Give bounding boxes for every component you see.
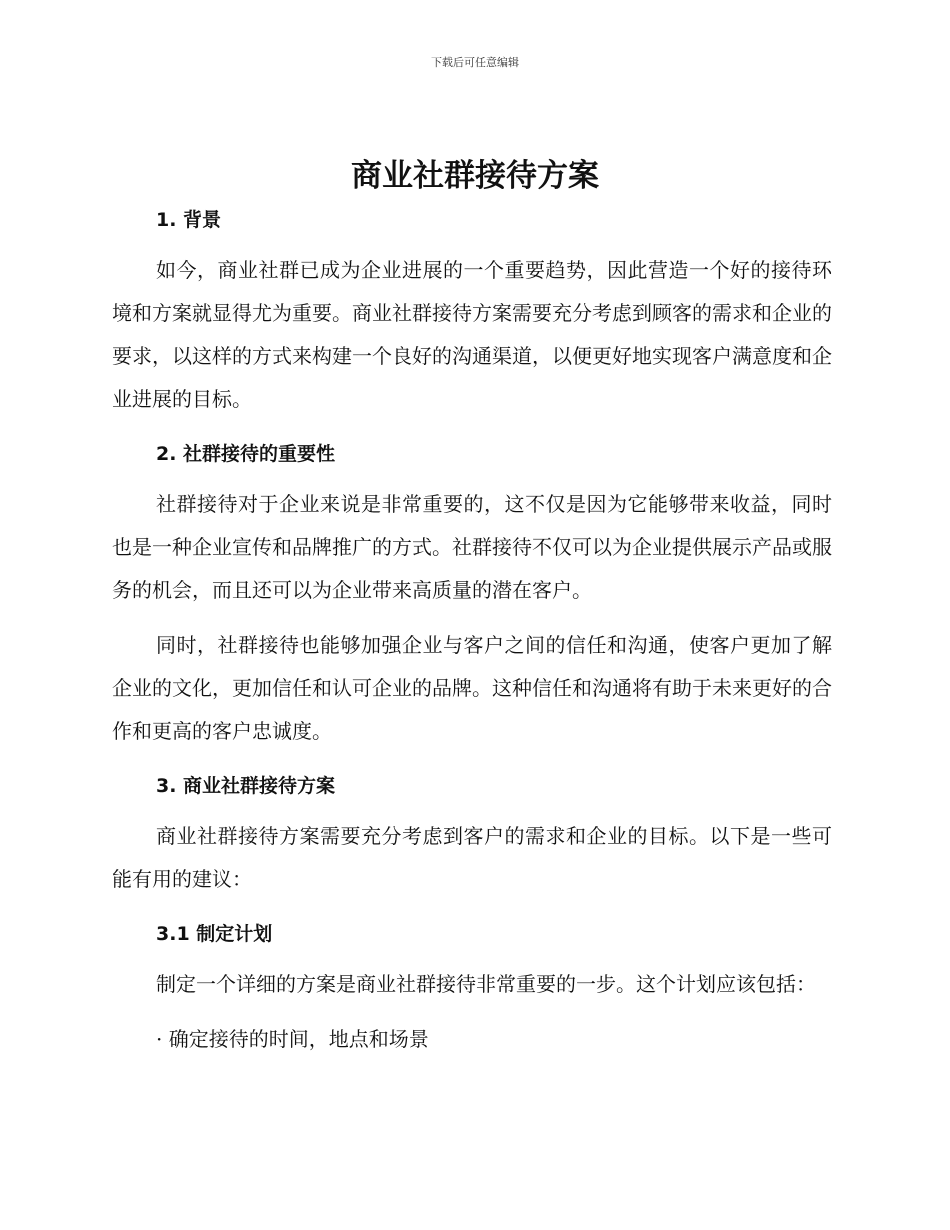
paragraph-background: 如今，商业社群已成为企业进展的一个重要趋势，因此营造一个好的接待环境和方案就显得尤为重要。商业社群接待方案需要充分考虑到顾客的需求和企业的要求，以这样的方式来构建一个良好的沟通渠道，以便更好地实现客户满意度和企业进展的目标。 [112,258,832,411]
section-heading-plan: 3. 商业社群接待方案 [156,775,336,797]
document-body [112,205,832,1061]
paragraph-plan: 商业社群接待方案需要充分考虑到客户的需求和企业的目标。以下是一些可能有用的建议： [112,824,832,891]
header-note: 下载后可任意编辑 [431,56,519,69]
paragraph-importance-2: 同时，社群接待也能够加强企业与客户之间的信任和沟通，使客户更加了解企业的文化，更加信任和认可企业的品牌。这种信任和沟通将有助于未来更好的合作和更高的客户忠诚度。 [112,633,832,743]
paragraph-importance-1: 社群接待对于企业来说是非常重要的，这不仅是因为它能够带来收益，同时也是一种企业宣传和品牌推广的方式。社群接待不仅可以为企业提供展示产品或服务的机会，而且还可以为企业带来高质量的潜在客户。 [112,492,832,602]
section-heading-importance: 2. 社群接待的重要性 [156,443,336,465]
bullet-item: · 确定接待的时间，地点和场景 [156,1027,429,1051]
section-heading-make-plan: 3.1 制定计划 [156,923,273,945]
paragraph-make-plan: 制定一个详细的方案是商业社群接待非常重要的一步。这个计划应该包括： [156,972,816,996]
document-title: 商业社群接待方案 [351,158,599,194]
section-heading-background: 1. 背景 [156,209,222,231]
